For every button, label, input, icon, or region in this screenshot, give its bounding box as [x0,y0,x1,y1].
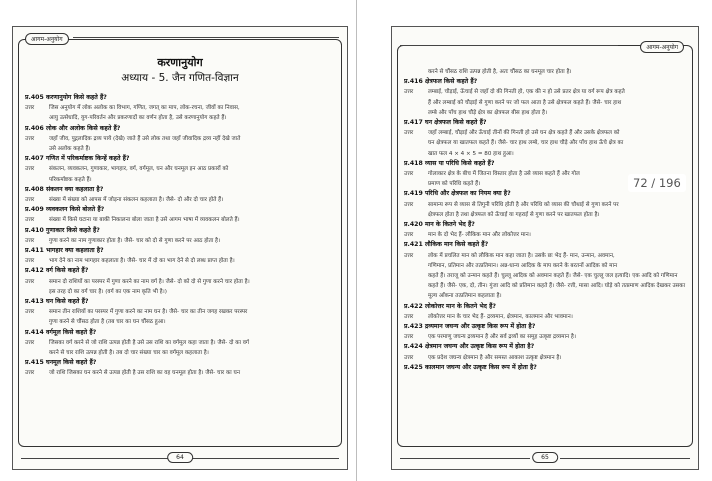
answer-text: समान तीन राशियों का परस्पर में गुणा करने का नाम घन है। जैसे- चार का तीन जगह रखकर परस्पर [49,309,248,316]
answer-text: एक प्रदेश जघन्य क्षेत्रमान है और समस्त आकाश उत्कृष्ट क्षेत्रमान है। [428,354,562,361]
answer [404,230,688,240]
answer-text: एक परमाणु जघन्य द्रव्यमान है और सर्व द्रव्यों का समूह उत्कृष्ट द्रव्यमान है। [428,334,576,341]
right-page [391,26,699,470]
question: प्र.417 घन क्षेत्रफल किसे कहते हैं? [404,119,487,127]
answer-label: उत्तर [404,252,414,259]
question: प्र.406 लोक और अलोक किसे कहते हैं? [25,124,121,132]
answer [404,128,688,138]
answer [25,134,337,144]
answer [404,353,688,363]
answer-label: उत्तर [25,370,35,377]
answer-text: सामान्य रूप से व्यास से तिगुनी परिधि होती है और परिधि को व्यास की चौथाई से गुणा करने पर [428,201,619,208]
question: प्र.405 करणानुयोग किसे कहते हैं? [25,94,107,101]
answer [25,103,337,113]
book-tag: आगम-अनुयोग [640,41,684,53]
answer-text: संख्या में संख्या को आपस में जोड़ना संकलन कहलाता है। जैसे- दो और दो चार होते हैं। [49,197,224,204]
answer [404,251,688,261]
answer-continued: गुणा करने से चौंसठ होता है (तब चार का घन चौंसठ हुआ। [49,319,166,326]
answer [25,368,337,378]
question: प्र.415 घनमूल किसे कहते हैं? [25,359,97,367]
answer [404,312,688,322]
answer-text: जहाँ लम्बाई, चौड़ाई और ऊँचाई तीनों की गिनती हो उसे घन क्षेत्र कहते हैं और उसके क्षेत्रफल को [428,130,620,137]
answer-text: लोक में प्रचलित मान को लौकिक मान कहा जाता है। उसके छः भेद हैं- मान, उन्मान, अवमान, [428,252,615,259]
question: प्र.420 मान के कितने भेद हैं? [404,221,475,229]
answer-continued: प्रमाण को परिधि कहते हैं। [428,181,481,188]
answer-text: गुणा करने का नाम गुणाकार होता है। जैसे- चार को दो से गुणा करने पर आठ होता है। [49,237,221,244]
answer-text: मान के दो भेद हैं- लौकिक मान और लोकोत्तर मान। [428,232,531,239]
question: प्र.419 परिधि और क्षेत्रफल का नियम क्या है? [404,190,511,198]
page-gutter [356,0,357,481]
answer-continued: परिकर्माष्टक कहते हैं। [49,176,92,183]
answer-text: जो राशि जिसका घन करने से उत्पन्न होती है उस राशि का वह घनमूल होता है। जैसे- चार का घन [49,370,240,377]
answer-text: लम्बाई, चौड़ाई, ऊँचाई से जहाँ दो की गिनती हो, एक की न हो उसे प्रतर क्षेत्र या वर्ग रूप क्षेत्र कहते [428,89,625,96]
answer [25,277,337,287]
answer-continued: लम्बे और पाँच हाथ चौड़े क्षेत्र का क्षेत्रफल बीस हाथ होता है। [428,109,548,116]
chapter-title: करणानुयोग [157,56,203,69]
answer-label: उत्तर [25,197,35,204]
answer-label: उत्तर [25,339,35,346]
footer-rule [400,458,530,459]
answer-text: समान दो राशियों का परस्पर में गुणा करने का नाम वर्ग है। जैसे- दो को दो से गुणा करने चार होता है। [49,278,250,285]
question: प्र.411 भागहार क्या कहलाता है? [25,247,104,255]
page-number: 65 [532,452,558,463]
question: प्र.408 संकलन क्या कहलाता है? [25,185,104,193]
question: प्र.409 व्यवकलन किसे बोलते हैं? [25,206,105,214]
answer [25,215,337,225]
answer-label: उत्तर [404,334,414,341]
header-rule [400,45,618,46]
answer-text: लोकोत्तर मान के चार भेद हैं- द्रव्यमान, क्षेत्रमान, कालमान और भावमान। [428,313,573,320]
answer-continued: क्षेत्रफल होता है तथा क्षेत्रफल को ऊँचाई या गहराई से गुणा करने पर खातफल होता है। [428,211,600,218]
answer-label: उत्तर [25,166,35,173]
answer [25,307,337,317]
answer-label: उत्तर [404,89,414,96]
answer-continued: हैं और लम्बाई को चौड़ाई से गुणा करने पर जो फल आता है उसे क्षेत्रफल कहते हैं। जैसे- चार हाथ [428,99,622,106]
answer-label: उत्तर [404,130,414,137]
answer-label: उत्तर [25,217,35,224]
page-number: 64 [167,452,193,463]
question: प्र.407 गणित में परिकर्माष्टक किन्हें कहते हैं? [25,155,130,163]
answer-label: उत्तर [25,278,35,285]
answer-label: उत्तर [404,354,414,361]
answer-text: गोलाकार क्षेत्र के बीच में जितना विस्तार होता है उसे व्यास कहते हैं और गोल [428,171,580,178]
answer-text: जिस अनुयोग में लोक अलोक का विभाग, गणित, जगत् का माप, लोक-रचना, जीवों का निवास, [49,105,240,112]
question: प्र.414 वर्गमूल किसे कहते हैं? [25,328,97,336]
footer-rule [189,458,339,459]
answer [25,236,337,246]
answer [25,195,337,205]
question: प्र.416 क्षेत्रफल किसे कहते हैं? [404,78,478,86]
question: प्र.424 क्षेत्रमान जघन्य और उत्कृष्ट किस रूप में होता है? [404,343,535,351]
answer-text: भाग देने का नाम भागहार कहलाता है। जैसे- चार में दो का भाग देने से दो लब्ध प्राप्त होता है। [49,258,235,265]
right-content [404,67,688,373]
answer-continued: घन क्षेत्रफल या खातफल कहते हैं। जैसे- चार हाथ लम्बे, चार हाथ चौड़े और पाँच हाथ ऊँचे क्षेत्र का [428,140,624,147]
question: प्र.413 घन किसे कहते हैं? [25,298,89,306]
question: प्र.410 गुणाकार किसे कहते हैं? [25,226,100,234]
footer-rule [21,458,171,459]
question: प्र.421 लौकिक मान किसे कहते हैं? [404,241,489,249]
answer-label: उत्तर [25,105,35,112]
answer-continued: इस तरह दो का वर्ग चार है। (वर्ग का एक नाम कृति भी है।) [49,288,167,295]
answer-continued: उसे अलोक कहते हैं। [49,146,91,153]
continued-text: करने से चौंसठ राशि उत्पन्न होती है, अतः चौंसठ का घनमूल चार होता है। [428,69,572,75]
answer-label: उत्तर [404,201,414,208]
question: प्र.425 कालमान जघन्य और उत्कृष्ट किस रूप में होता है? [404,363,537,371]
answer-text: संख्या में किसे घटाना या बाकी निकालना बोला जाता है उसे आगम भाषा में व्यवकलन बोलते हैं। [49,217,240,224]
answer-label: उत्तर [25,309,35,316]
header-rule [73,37,339,38]
answer-continued: आयु उत्सेधादि, युग-परिवर्तन और प्रकरणादों का वर्णन होता है, उसे करणानुयोग कहते हैं। [49,115,227,122]
question: प्र.423 द्रव्यमान जघन्य और उत्कृष्ट किस रूप में होता है? [404,323,536,331]
page-counter: 72 / 196 [628,174,686,192]
answer [25,164,337,174]
answer-continued: करने से चार राशि उत्पन्न होती है। तब दो चार संख्या चार का वर्गमूल कहलाता है। [49,350,209,357]
answer [404,87,688,97]
answer [404,332,688,342]
answer-text: जिसका वर्ग करने से जो राशि उत्पन्न होती है उसे उस राशि का वर्गमूल कहा जाता है। जैसे- दो का वर्ग [49,339,250,346]
answer-text: संकलन, व्यवकलन, गुणाकार, भागहार, वर्ग, वर्गमूल, घन और घनमूल इन आठ प्रकारों को [49,166,229,173]
answer [25,256,337,266]
answer-label: उत्तर [25,258,35,265]
answer-label: उत्तर [404,171,414,178]
answer [404,200,688,210]
answer [25,338,337,348]
answer-label: उत्तर [404,313,414,320]
answer-label: उत्तर [404,232,414,239]
chapter-subtitle: अध्याय - 5. जैन गणित-विज्ञान [121,72,239,84]
left-content [25,93,337,379]
question: प्र.418 व्यास या परिधि किसे कहते हैं? [404,159,495,167]
left-page [12,26,348,470]
answer-continued: खात फल 4 × 4 × 5 = 80 हाथ हुआ। [428,150,514,157]
question: प्र.422 लोकोत्तर मान के कितने भेद हैं? [404,302,496,310]
answer-label: उत्तर [25,237,35,244]
answer-label: उत्तर [25,135,35,142]
answer-continued: गणिमान, प्रतिमान और तत्प्रतिमान। अन्न-धान्य आदिक के माप करने के बरतनों आदिक को मान [428,262,618,269]
answer-continued: कहते हैं। तराजू को उन्मान कहते हैं। चुल्लू आदिक को अवमान कहते हैं। जैसे- एक चुल्लू जल इत्यादि। एक आदि को गणिमान कहते हैं। जैसे- एक, दो, तीन। गुंजा आदि को प्रतिमान कहते हैं। जैसे- रत्ती, मासा आदि। घोड़े को तत्प्रमाण आदिक देखकर उसका मूल्य आँकना तत्प्रतिमान कहलाता है। [428,273,686,300]
answer-text: जहाँ जीव, पुद्गलादिक द्रव्य पाये (देखे) जाते हैं उसे लोक तथा जहाँ जीवादिक द्रव्य नहीं देखे जाते [49,135,241,142]
question: प्र.412 वर्ग किसे कहते हैं? [25,267,89,275]
book-tag: आगम-अनुयोग [25,33,69,45]
footer-rule [560,458,690,459]
